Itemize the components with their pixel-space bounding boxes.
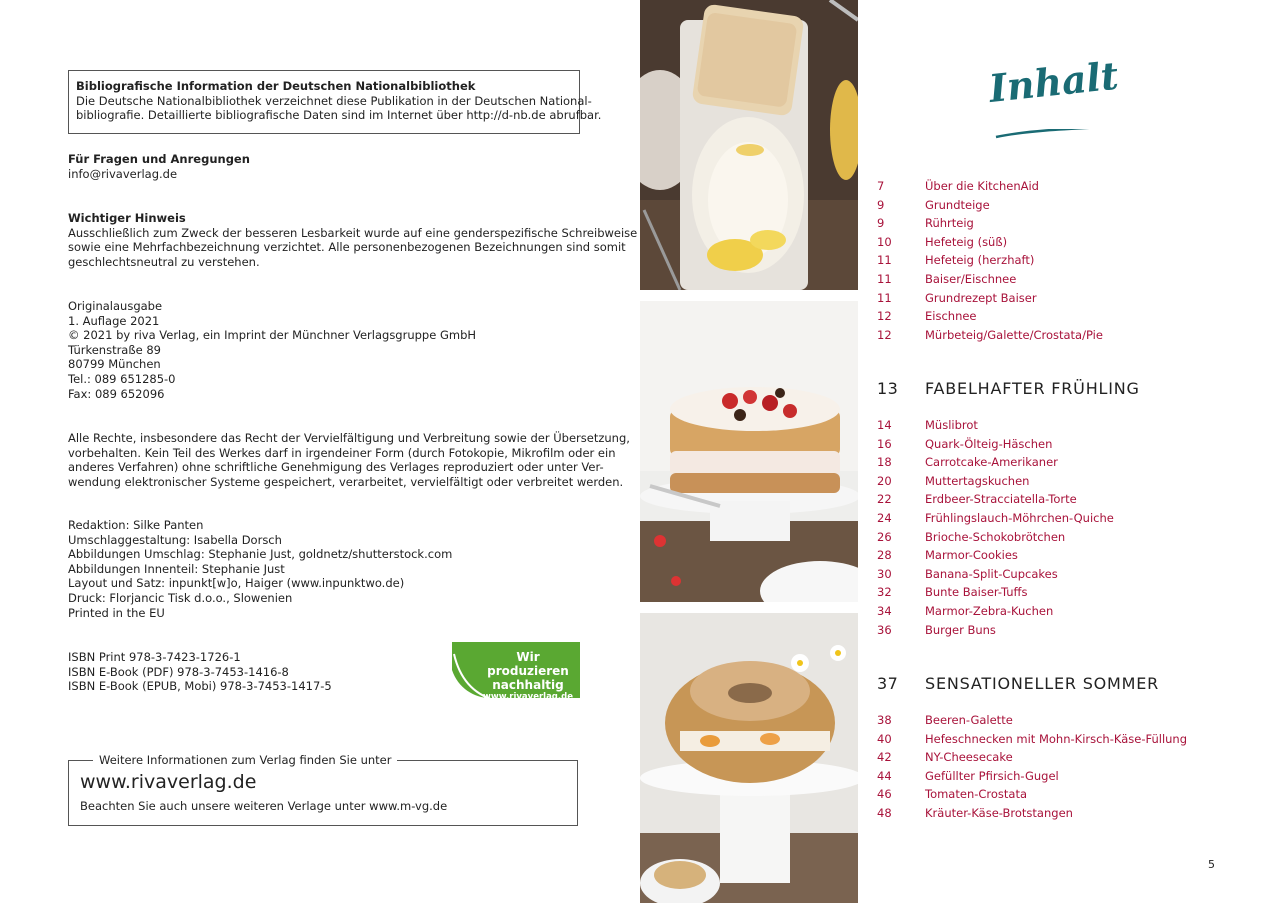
toc-entry-page: 9	[877, 198, 885, 212]
toc-entry-page: 32	[877, 585, 892, 599]
toc-entry-title[interactable]: Erdbeer-Stracciatella-Torte	[925, 492, 1077, 506]
rights-line: anderes Verfahren) ohne schriftliche Genehmigung des Verlages reproduziert oder unter Ver-	[68, 460, 604, 475]
toc-entry-title[interactable]: Beeren-Galette	[925, 713, 1013, 727]
credits-line: Abbildungen Umschlag: Stephanie Just, goldnetz/shutterstock.com	[68, 547, 453, 562]
toc-entry-page: 42	[877, 750, 892, 764]
rights-block	[68, 431, 630, 489]
contact-heading: Für Fragen und Anregungen	[68, 152, 250, 166]
toc-heading: Inhalt	[986, 52, 1121, 111]
badge-line-2: nachhaltig	[492, 678, 564, 692]
notice-line: geschlechtsneutral zu verstehen.	[68, 254, 260, 269]
edition-line: 80799 München	[68, 357, 161, 372]
toc-entry-title[interactable]: Baiser/Eischnee	[925, 272, 1017, 286]
toc-entry-page: 46	[877, 787, 892, 801]
publisher-url[interactable]: www.rivaverlag.de	[80, 771, 257, 793]
isbn-line: ISBN Print 978-3-7423-1726-1	[68, 650, 241, 664]
toc-entry-page: 9	[877, 216, 885, 230]
edition-line: © 2021 by riva Verlag, ein Imprint der Münchner Verlagsgruppe GmbH	[68, 328, 477, 343]
toc-entry-page: 40	[877, 732, 892, 746]
toc-entry-title[interactable]: Hefeteig (herzhaft)	[925, 253, 1035, 267]
toc-entry-page: 28	[877, 548, 892, 562]
rights-line: wendung elektronischer Systeme gespeichert, verarbeitet, vervielfältigt oder verbreitet werden.	[68, 474, 624, 489]
info-note: Beachten Sie auch unsere weiteren Verlage unter www.m-vg.de	[80, 799, 448, 813]
contact-block	[68, 152, 250, 181]
toc-entry-title[interactable]: NY-Cheesecake	[925, 750, 1013, 764]
toc-entry-page: 34	[877, 604, 892, 618]
notice-line: sowie eine Mehrfachbezeichnung verzichtet. Alle personenbezogenen Bezeichnungen sind somit	[68, 240, 626, 255]
credits-line: Umschlaggestaltung: Isabella Dorsch	[68, 532, 282, 547]
toc-entry-title[interactable]: Müslibrot	[925, 418, 978, 432]
toc-entry-page: 20	[877, 474, 892, 488]
toc-section-page: 13	[877, 379, 899, 398]
toc-entry-title[interactable]: Mürbeteig/Galette/Crostata/Pie	[925, 328, 1103, 342]
bibliography-line: Die Deutsche Nationalbibliothek verzeichnet diese Publikation in der Deutschen National-	[76, 93, 592, 108]
toc-entry-title[interactable]: Kräuter-Käse-Brotstangen	[925, 806, 1073, 820]
credits-line: Abbildungen Innenteil: Stephanie Just	[68, 561, 285, 576]
toc-entry-title[interactable]: Banana-Split-Cupcakes	[925, 567, 1058, 581]
credits-block	[68, 518, 452, 620]
toc-entry-title[interactable]: Burger Buns	[925, 623, 996, 637]
toc-entry-title[interactable]: Tomaten-Crostata	[925, 787, 1028, 801]
toc-entry-page: 10	[877, 235, 892, 249]
toc-entry-title[interactable]: Rührteig	[925, 216, 974, 230]
notice-heading: Wichtiger Hinweis	[68, 211, 186, 225]
edition-block	[68, 299, 476, 401]
toc-section-page: 37	[877, 674, 899, 693]
toc-entry-title[interactable]: Quark-Ölteig-Häschen	[925, 437, 1053, 451]
badge-line-3: www.rivaverlag.de	[483, 692, 573, 702]
toc-entry-page: 11	[877, 291, 892, 305]
toc-entry-page: 48	[877, 806, 892, 820]
toc-entry-page: 12	[877, 328, 892, 342]
publisher-info-box	[68, 753, 578, 826]
bibliography-box	[68, 70, 602, 134]
toc-entry-title[interactable]: Hefeteig (süß)	[925, 235, 1008, 249]
edition-line: Türkenstraße 89	[68, 342, 161, 357]
bibliography-line: bibliografie. Detaillierte bibliografische Daten sind im Internet über http://d-nb.de abrufbar.	[76, 108, 602, 123]
toc-entry-page: 11	[877, 272, 892, 286]
isbn-block	[68, 650, 332, 694]
rights-line: vorbehalten. Kein Teil des Werkes darf in irgendeiner Form (durch Fotokopie, Mikrofilm oder ein	[68, 445, 616, 460]
credits-line: Printed in the EU	[68, 605, 165, 620]
toc-entry-title[interactable]: Eischnee	[925, 309, 977, 323]
badge-line-1: Wir produzieren	[487, 650, 569, 678]
toc-entry-title[interactable]: Marmor-Zebra-Kuchen	[925, 604, 1054, 618]
toc-section-title[interactable]: FABELHAFTER FRÜHLING	[925, 379, 1140, 398]
toc-entry-page: 11	[877, 253, 892, 267]
toc-entry-page: 36	[877, 623, 892, 637]
toc-entry-title[interactable]: Gefüllter Pfirsich-Gugel	[925, 769, 1059, 783]
toc-entry-title[interactable]: Marmor-Cookies	[925, 548, 1018, 562]
isbn-line: ISBN E-Book (PDF) 978-3-7453-1416-8	[68, 664, 289, 679]
toc-entry-page: 14	[877, 418, 892, 432]
toc-entry-title[interactable]: Über die KitchenAid	[925, 179, 1039, 193]
toc-entry-title[interactable]: Grundrezept Baiser	[925, 291, 1037, 305]
toc-entry-page: 26	[877, 530, 892, 544]
contact-email[interactable]: info@rivaverlag.de	[68, 166, 178, 181]
sustainability-badge	[448, 640, 580, 702]
toc-entry-title[interactable]: Carrotcake-Amerikaner	[925, 455, 1058, 469]
toc-entry-title[interactable]: Brioche-Schokobrötchen	[925, 530, 1066, 544]
edition-line: Originalausgabe	[68, 299, 163, 313]
toc-section-title[interactable]: SENSATIONELLER SOMMER	[925, 674, 1160, 693]
toc-entry-page: 44	[877, 769, 892, 783]
bibliography-heading: Bibliografische Information der Deutschen Nationalbibliothek	[76, 79, 476, 93]
toc-entry-title[interactable]: Hefeschnecken mit Mohn-Kirsch-Käse-Füllung	[925, 732, 1188, 746]
page-number: 5	[1208, 858, 1215, 871]
toc-entry-page: 30	[877, 567, 892, 581]
toc-entry-page: 24	[877, 511, 892, 525]
credits-line: Druck: Florjancic Tisk d.o.o., Slowenien	[68, 590, 293, 605]
toc-entry-title[interactable]: Bunte Baiser-Tuffs	[925, 585, 1028, 599]
rights-line: Alle Rechte, insbesondere das Recht der Vervielfältigung und Verbreitung sowie der Übersetzung,	[68, 431, 630, 445]
toc-entry-page: 7	[877, 179, 885, 193]
credits-line: Layout und Satz: inpunkt[w]o, Haiger (www.inpunktwo.de)	[68, 576, 405, 591]
info-legend: Weitere Informationen zum Verlag finden Sie unter	[93, 753, 397, 768]
toc-entry-title[interactable]: Grundteige	[925, 198, 990, 212]
notice-line: Ausschließlich zum Zweck der besseren Lesbarkeit wurde auf eine genderspezifische Schreibweise	[68, 225, 638, 240]
toc-entry-page: 16	[877, 437, 892, 451]
photo-strawberry-cake	[640, 301, 858, 602]
credits-line: Redaktion: Silke Panten	[68, 518, 204, 532]
isbn-line: ISBN E-Book (EPUB, Mobi) 978-3-7453-1417-5	[68, 679, 332, 694]
photo-bundt-cake	[640, 613, 858, 903]
photo-pineapple-coconut-cake	[640, 0, 858, 290]
notice-block	[68, 211, 637, 269]
toc-entry-page: 22	[877, 492, 892, 506]
edition-line: 1. Auflage 2021	[68, 313, 160, 328]
edition-line: Tel.: 089 651285-0	[68, 371, 176, 386]
heading-swash	[994, 128, 1106, 134]
edition-line: Fax: 089 652096	[68, 386, 165, 401]
toc-entry-title[interactable]: Frühlingslauch-Möhrchen-Quiche	[925, 511, 1114, 525]
toc-entry-title[interactable]: Muttertagskuchen	[925, 474, 1030, 488]
toc-entry-page: 12	[877, 309, 892, 323]
toc-entry-page: 18	[877, 455, 892, 469]
toc-entry-page: 38	[877, 713, 892, 727]
